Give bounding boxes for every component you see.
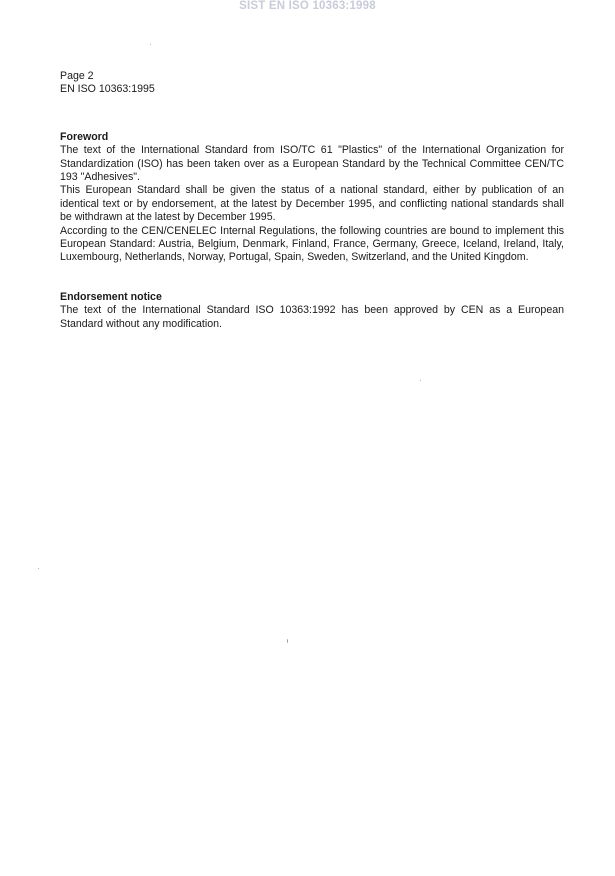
foreword-heading: Foreword [60,130,109,143]
endorsement-paragraph: The text of the International Standard ISO 10363:1992 has been approved by CEN as a European Standard without any modification. [60,304,564,330]
document-page [60,70,564,331]
watermark: SIST EN ISO 10363:1998 [239,0,376,12]
endorsement-heading: Endorsement notice [60,290,162,303]
foreword-paragraph: According to the CEN/CENELEC Internal Regulations, the following countries are bound to implement this European Standard: Austria, Belgium, Denmark, Finland, France, Germany, Greece, Iceland, Ireland, Italy, Luxembourg, Netherlands, Norway, Portugal, Spain, Sweden, Switzerland, and the United Kingdom. [60,224,564,264]
standard-designation: EN ISO 10363:1995 [60,83,155,96]
foreword-paragraph: The text of the International Standard from ISO/TC 61 "Plastics" of the International Organization for Standardization (ISO) has been taken over as a European Standard by the Technical Committee CEN/TC 193 "Adhesives". [60,144,564,184]
scan-speck [150,44,151,45]
scan-speck [287,639,288,643]
foreword-paragraph: This European Standard shall be given the status of a national standard, either by publication of an identical text or by endorsement, at the latest by December 1995, and conflicting national standards shall be withdrawn at the latest by December 1995. [60,184,564,224]
page-number: Page 2 [60,70,94,82]
scan-speck [420,380,421,381]
scan-speck [38,568,39,569]
